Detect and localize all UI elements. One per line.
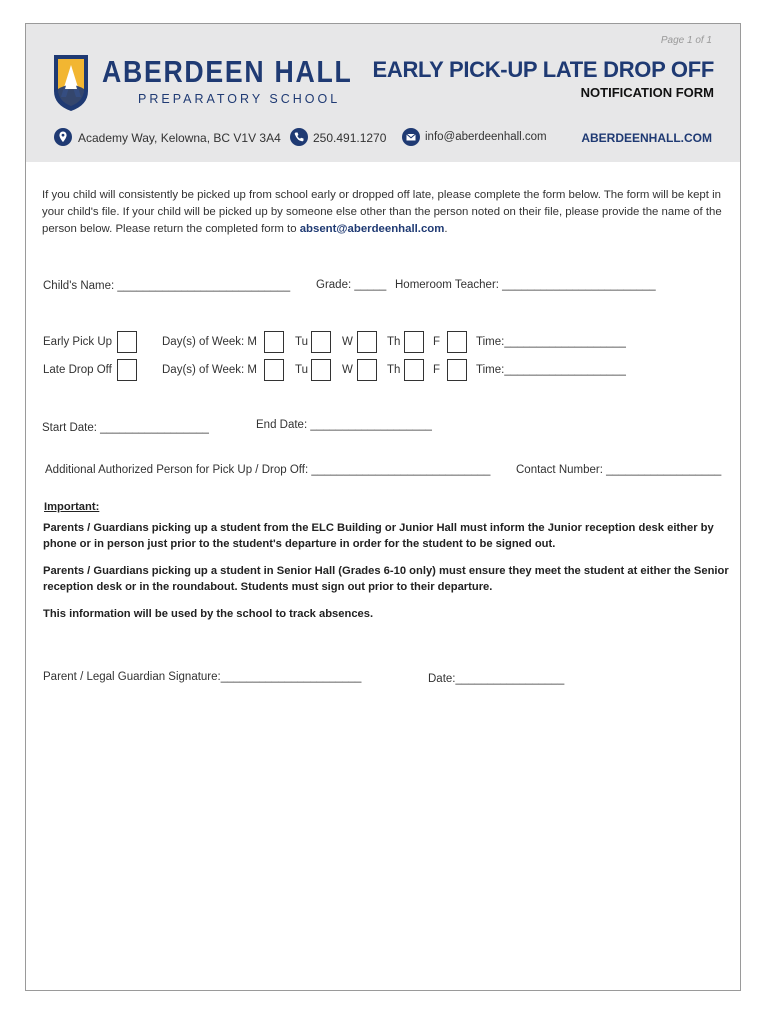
- website-link[interactable]: ABERDEENHALL.COM: [581, 131, 712, 145]
- signature-date-field[interactable]: Date:_________________: [428, 673, 565, 685]
- late-wednesday-checkbox[interactable]: [357, 359, 377, 381]
- header-banner: [26, 24, 740, 162]
- early-monday-checkbox[interactable]: [264, 331, 284, 353]
- school-name: ABERDEEN HALL: [102, 54, 353, 89]
- intro-text: If you child will consistently be picked up from school early or dropped off late, please complete the form below. The form will be kept in your child's file. If your child will be picked up by someone else other than the person noted on their file, please provide the name of the person below. Please return the completed form to: [42, 189, 722, 235]
- phone-text: 250.491.1270: [313, 131, 387, 145]
- late-thursday-label: Th: [387, 364, 401, 376]
- late-friday-checkbox[interactable]: [447, 359, 467, 381]
- important-heading: Important:: [44, 501, 100, 513]
- early-thursday-label: Th: [387, 336, 401, 348]
- additional-person-field[interactable]: Additional Authorized Person for Pick Up / Drop Off: ____________________________: [45, 464, 491, 476]
- end-date-field[interactable]: End Date: ___________________: [256, 419, 432, 431]
- intro-end: .: [444, 223, 448, 235]
- form-page: [25, 23, 741, 991]
- email-text: info@aberdeenhall.com: [425, 131, 547, 143]
- important-paragraph-2: Parents / Guardians picking up a student in Senior Hall (Grades 6-10 only) must ensure they meet the student at either the Senior reception desk or in the roundabout. Students must sign out prior to their departure.: [43, 565, 729, 593]
- form-subtitle: NOTIFICATION FORM: [580, 85, 714, 100]
- late-days-label: Day(s) of Week: M: [162, 364, 257, 376]
- location-pin-icon: [54, 128, 72, 146]
- grade-field[interactable]: Grade: _____: [316, 279, 387, 291]
- page-number: Page 1 of 1: [660, 35, 712, 46]
- late-tuesday-label: Tu: [295, 364, 308, 376]
- early-friday-checkbox[interactable]: [447, 331, 467, 353]
- school-shield-icon: [52, 51, 90, 113]
- early-tuesday-checkbox[interactable]: [311, 331, 331, 353]
- late-drop-off-label: Late Drop Off: [43, 364, 112, 376]
- late-thursday-checkbox[interactable]: [404, 359, 424, 381]
- early-pick-up-label: Early Pick Up: [43, 336, 113, 348]
- school-subtitle: PREPARATORY SCHOOL: [138, 92, 341, 106]
- child-name-field[interactable]: Child's Name: ___________________________: [43, 280, 291, 292]
- early-time-field[interactable]: Time:___________________: [476, 336, 626, 348]
- early-days-label: Day(s) of Week: M: [162, 336, 257, 348]
- start-date-field[interactable]: Start Date: _________________: [42, 422, 209, 434]
- early-thursday-checkbox[interactable]: [404, 331, 424, 353]
- phone-icon: [290, 128, 308, 146]
- early-tuesday-label: Tu: [295, 336, 308, 348]
- early-wednesday-checkbox[interactable]: [357, 331, 377, 353]
- envelope-icon: [402, 128, 420, 146]
- signature-field[interactable]: Parent / Legal Guardian Signature:______________________: [43, 671, 362, 683]
- late-monday-checkbox[interactable]: [264, 359, 284, 381]
- early-wednesday-label: W: [342, 336, 353, 348]
- late-tuesday-checkbox[interactable]: [311, 359, 331, 381]
- form-title: EARLY PICK-UP LATE DROP OFF: [372, 57, 714, 82]
- important-paragraph-3: This information will be used by the school to track absences.: [43, 608, 374, 620]
- early-pick-up-checkbox[interactable]: [117, 331, 137, 353]
- important-paragraph-1: Parents / Guardians picking up a student from the ELC Building or Junior Hall must inform the Junior reception desk either by phone or in person just prior to the student's departure in order for the student to be signed out.: [43, 522, 714, 550]
- late-time-field[interactable]: Time:___________________: [476, 364, 626, 376]
- return-email[interactable]: absent@aberdeenhall.com: [299, 223, 445, 235]
- early-friday-label: F: [433, 336, 441, 348]
- late-drop-off-checkbox[interactable]: [117, 359, 137, 381]
- late-wednesday-label: W: [342, 364, 353, 376]
- address-text: Academy Way, Kelowna, BC V1V 3A4: [78, 131, 281, 145]
- late-friday-label: F: [433, 364, 441, 376]
- homeroom-teacher-field[interactable]: Homeroom Teacher: ________________________: [395, 279, 656, 291]
- intro-paragraph: [42, 187, 732, 238]
- contact-number-field[interactable]: Contact Number: __________________: [516, 464, 722, 476]
